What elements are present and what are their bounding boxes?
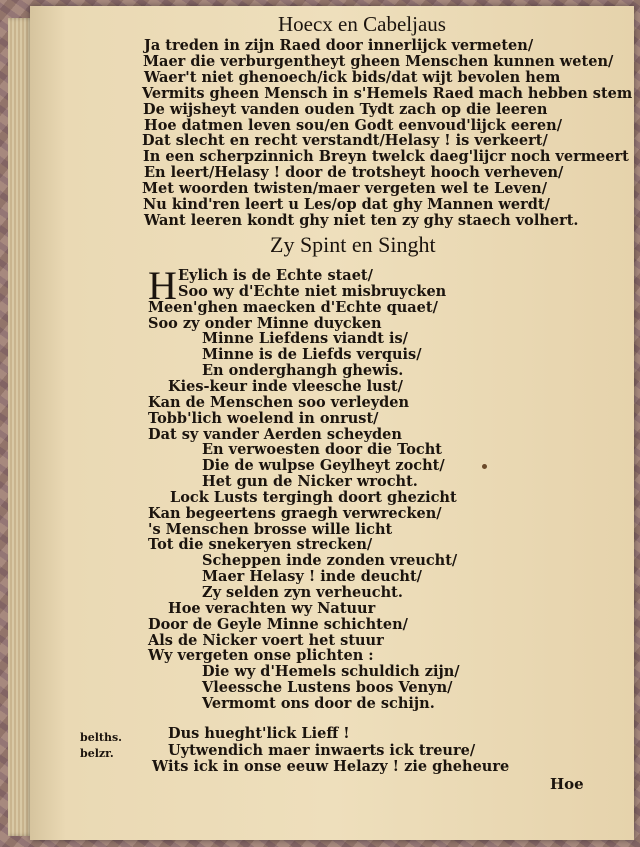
verse-line: Hoe verachten wy Natuur bbox=[168, 599, 376, 617]
verse-line: Als de Nicker voert het stuur bbox=[148, 631, 384, 649]
verse-line: Waer't niet ghenoech/ick bids/dat wijt bevolen hem bbox=[144, 68, 561, 86]
verse-line: En verwoesten door die Tocht bbox=[202, 441, 442, 459]
verse-line: Met woorden twisten/maer vergeten wel te Leven/ bbox=[142, 180, 548, 198]
side-note-1: belths. bbox=[80, 731, 122, 744]
verse-line: Dus hueght'lick Lieff ! bbox=[168, 725, 350, 742]
verse-line: En onderghangh ghewis. bbox=[202, 362, 404, 380]
verse-line: Scheppen inde zonden vreucht/ bbox=[202, 552, 458, 570]
drop-cap: H bbox=[148, 263, 177, 308]
verse-line: Kan de Menschen soo verleyden bbox=[148, 393, 410, 411]
verse-line: Tot die snekeryen strecken/ bbox=[148, 536, 373, 554]
heading-zy-spint: Zy Spint en Singht bbox=[270, 232, 436, 257]
verse-line: Door de Geyle Minne schichten/ bbox=[148, 615, 408, 633]
verse-line: En leert/Helasy ! door de trotsheyt hooch verheven/ bbox=[144, 164, 564, 182]
verse-line: Meen'ghen maecken d'Echte quaet/ bbox=[148, 298, 438, 316]
verse-line: Ja treden in zijn Raed door innerlijck vermeten/ bbox=[144, 37, 534, 54]
verse-line: Soo wy d'Echte niet misbruycken bbox=[178, 282, 447, 300]
verse-line: Het gun de Nicker wrocht. bbox=[202, 473, 418, 491]
catchword: Hoe bbox=[550, 775, 584, 793]
verse-line: Soo zy onder Minne duycken bbox=[148, 314, 382, 332]
verse-line: Want leeren kondt ghy niet ten zy ghy staech volhert. bbox=[144, 211, 579, 229]
verse-line: Zy selden zyn verheucht. bbox=[202, 584, 403, 601]
verse-line: Vermits gheen Mensch in s'Hemels Raed mach hebben stem bbox=[142, 84, 633, 102]
page-spot bbox=[482, 464, 487, 469]
verse-line: Die wy d'Hemels schuldich zijn/ bbox=[202, 663, 460, 681]
verse-line: Wy vergeten onse plichten : bbox=[148, 647, 374, 665]
verse-line: Lock Lusts tergingh doort ghezicht bbox=[170, 488, 457, 506]
verse-line: Uytwendich maer inwaerts ick treure/ bbox=[168, 741, 476, 759]
verse-line: De wijsheyt vanden ouden Tydt zach op die leeren bbox=[143, 100, 548, 118]
heading-hoecx: Hoecx en Cabeljaus bbox=[278, 12, 446, 36]
verse-line: Dat slecht en recht verstandt/Helasy ! is verkeert/ bbox=[142, 132, 548, 150]
verse-line: Nu kind'ren leert u Les/op dat ghy Mannen werdt/ bbox=[143, 196, 550, 213]
verse-line: Kies-keur inde vleesche lust/ bbox=[168, 377, 403, 395]
verse-line: Maer die verburgentheyt gheen Menschen kunnen weten/ bbox=[143, 52, 614, 70]
verse-line: Minne is de Liefds verquis/ bbox=[202, 346, 422, 364]
verse-line: Hoe datmen leven sou/en Godt eenvoud'lijck eeren/ bbox=[144, 116, 562, 134]
side-note-2: belzr. bbox=[80, 747, 114, 760]
verse-line: In een scherpzinnich Breyn twelck daeg'lijcr noch vermeert bbox=[143, 148, 629, 166]
verse-line: Wits ick in onse eeuw Helazy ! zie gheheure bbox=[152, 758, 510, 775]
verse-line: 's Menschen brosse wille licht bbox=[148, 520, 393, 538]
verse-line: Maer Helasy ! inde deucht/ bbox=[202, 568, 422, 586]
verse-line: Vermomt ons door de schijn. bbox=[202, 694, 435, 712]
verse-line: Dat sy vander Aerden scheyden bbox=[148, 425, 402, 443]
verse-line: Die de wulpse Geylheyt zocht/ bbox=[202, 457, 445, 475]
book-page bbox=[30, 6, 634, 840]
verse-line: Tobb'lich woelend in onrust/ bbox=[148, 409, 379, 427]
verse-line: Minne Liefdens viandt is/ bbox=[202, 330, 408, 348]
verse-line: Vleessche Lustens boos Venyn/ bbox=[202, 679, 453, 697]
verse-line: Kan begeertens graegh verwrecken/ bbox=[148, 504, 442, 522]
verse-line: Eylich is de Echte staet/ bbox=[178, 267, 373, 284]
